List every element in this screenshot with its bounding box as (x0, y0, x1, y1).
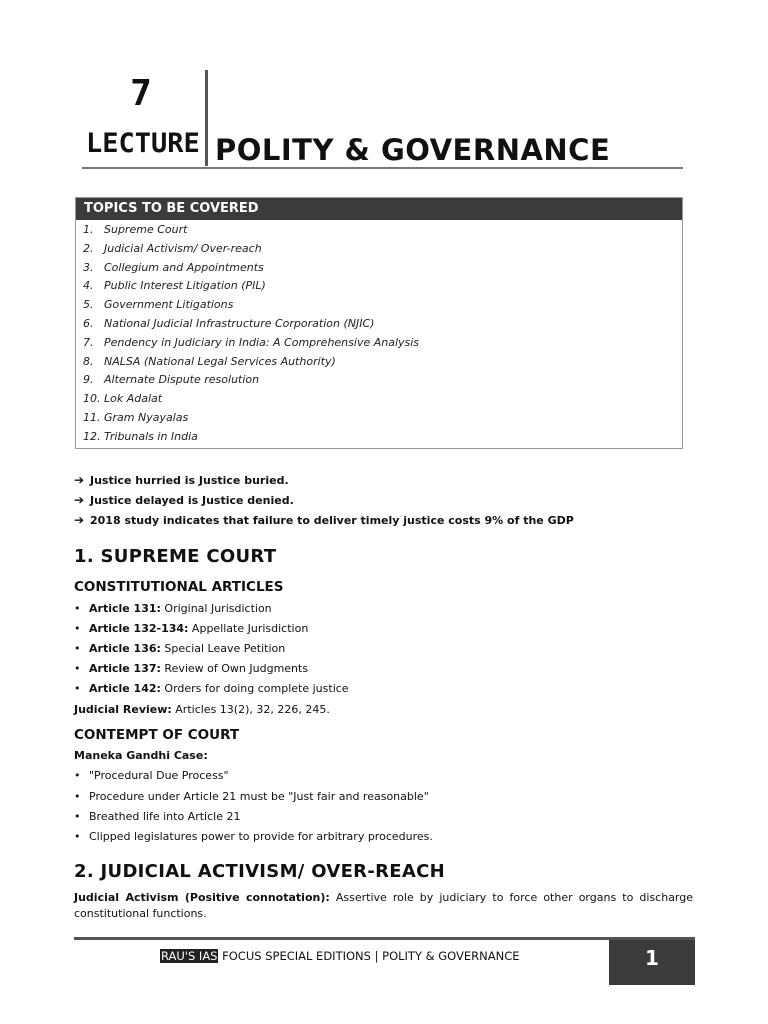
lecture-number: 7 (130, 73, 152, 114)
list-item: 6. National Judicial Infrastructure Corporation (NJIC) (83, 316, 375, 330)
article-item: • Article 131: Original Jurisdiction (74, 602, 272, 615)
arrow-right-icon: ➔ (74, 493, 85, 507)
header-divider-vertical (205, 70, 208, 166)
judicial-activism-paragraph: Judicial Activism (Positive connotation): Assertive role by judiciary to force other organs to discharge constitutional functions. (74, 891, 694, 920)
quote-line: ➔ Justice hurried is Justice buried. (74, 473, 289, 487)
list-item: 12. Tribunals in India (83, 429, 198, 443)
topics-heading: TOPICS TO BE COVERED (76, 198, 682, 220)
case-point: • Breathed life into Article 21 (74, 810, 241, 823)
list-item: 4. Public Interest Litigation (PIL) (83, 279, 266, 293)
topics-list (76, 221, 419, 447)
article-item: • Article 132-134: Appellate Jurisdiction (74, 622, 309, 635)
section-heading-supreme-court: 1. SUPREME COURT (74, 546, 277, 567)
case-point: • Clipped legislatures power to provide for arbitrary procedures. (74, 830, 433, 843)
footer-brand: RAU'S IAS (161, 949, 218, 963)
header-divider-horizontal (82, 167, 683, 169)
topics-box (75, 197, 683, 449)
list-item: 2. Judicial Activism/ Over-reach (83, 241, 262, 255)
list-item: 11. Gram Nyayalas (83, 410, 189, 424)
case-point: • "Procedural Due Process" (74, 769, 229, 782)
subheading-contempt-of-court: CONTEMPT OF COURT (74, 727, 240, 743)
arrow-right-icon: ➔ (74, 513, 85, 527)
list-item: 10. Lok Adalat (83, 392, 163, 406)
footer-text: RAU'S IAS FOCUS SPECIAL EDITIONS | POLITY & GOVERNANCE (161, 949, 520, 963)
footer-divider (74, 937, 695, 940)
page-title: POLITY & GOVERNANCE (215, 133, 611, 167)
subheading-constitutional-articles: CONSTITUTIONAL ARTICLES (74, 579, 284, 595)
section-heading-judicial-activism: 2. JUDICIAL ACTIVISM/ OVER-REACH (74, 861, 445, 882)
judicial-review-line: Judicial Review: Articles 13(2), 32, 226, 245. (74, 703, 330, 716)
quote-line: ➔ 2018 study indicates that failure to deliver timely justice costs 9% of the GDP (74, 513, 574, 527)
list-item: 9. Alternate Dispute resolution (83, 373, 260, 387)
article-item: • Article 136: Special Leave Petition (74, 642, 286, 655)
list-item: 8. NALSA (National Legal Services Authority) (83, 354, 336, 368)
arrow-right-icon: ➔ (74, 473, 85, 487)
page-number: 1 (609, 940, 695, 985)
lecture-label: LECTURE (86, 128, 200, 159)
list-item: 5. Government Litigations (83, 298, 234, 312)
article-item: • Article 137: Review of Own Judgments (74, 662, 309, 675)
quote-line: ➔ Justice delayed is Justice denied. (74, 493, 294, 507)
article-item: • Article 142: Orders for doing complete justice (74, 682, 349, 695)
case-point: • Procedure under Article 21 must be "Just fair and reasonable" (74, 790, 429, 803)
list-item: 3. Collegium and Appointments (83, 260, 264, 274)
list-item: 7. Pendency in Judiciary in India: A Comprehensive Analysis (83, 335, 420, 349)
case-label: Maneka Gandhi Case: (74, 749, 208, 762)
list-item: 1. Supreme Court (83, 223, 188, 236)
